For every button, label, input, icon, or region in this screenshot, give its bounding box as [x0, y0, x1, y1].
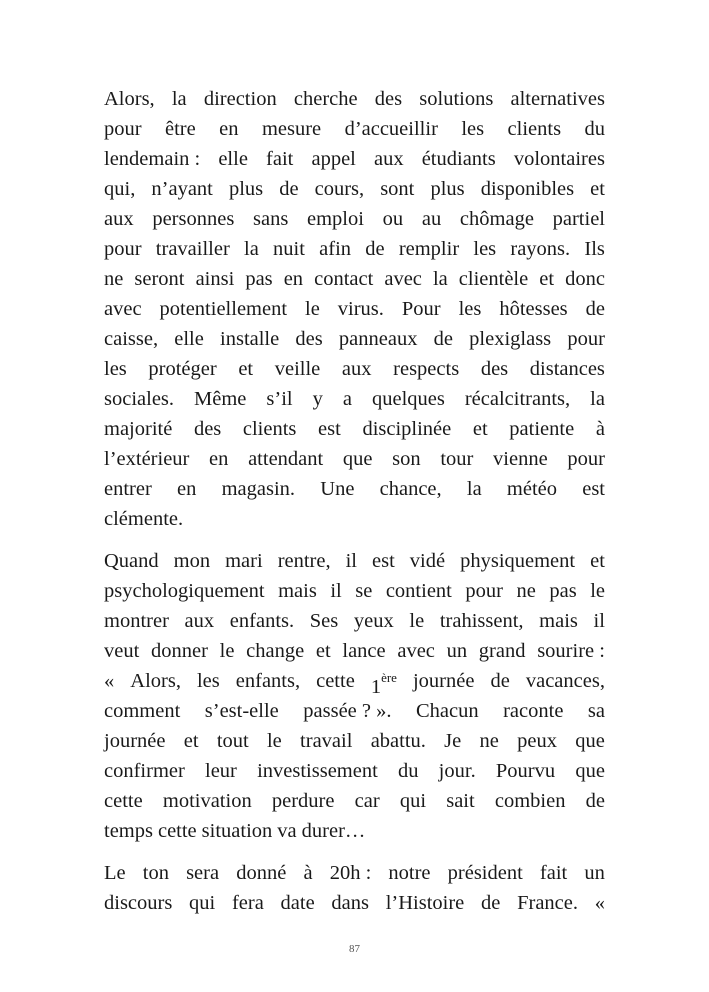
word: caisse,	[104, 328, 159, 350]
word: rentre,	[277, 550, 331, 572]
text-line	[104, 444, 605, 474]
word: veut	[104, 640, 140, 662]
word: distances	[529, 358, 605, 380]
word: temps	[104, 820, 153, 842]
word: fera	[231, 892, 264, 914]
word: cherche	[293, 88, 358, 110]
word: et	[590, 178, 605, 200]
word: lendemain :	[104, 148, 201, 170]
word: sera	[186, 862, 220, 884]
word: date	[280, 892, 315, 914]
word: a	[342, 388, 352, 410]
word: Alors,	[130, 670, 181, 692]
word: pour	[567, 328, 605, 350]
word: raconte	[503, 700, 564, 722]
word: et	[183, 730, 199, 752]
word: tout	[216, 730, 249, 752]
word: entrer	[104, 478, 152, 500]
word: emploi	[307, 208, 364, 230]
word: du	[584, 118, 605, 140]
word: pour	[104, 238, 142, 260]
word: les	[473, 238, 497, 260]
paragraph	[104, 546, 605, 846]
text-line	[104, 234, 605, 264]
text-line	[104, 636, 605, 666]
word: majorité	[104, 418, 173, 440]
word: physiquement	[460, 550, 576, 572]
word: tour	[440, 448, 474, 470]
word: mais	[539, 610, 578, 632]
word: en	[209, 448, 229, 470]
text-line	[104, 666, 605, 696]
text-line	[104, 174, 605, 204]
word: cette	[316, 670, 355, 692]
word: président	[447, 862, 523, 884]
word: solutions	[419, 88, 494, 110]
word: cette	[157, 820, 197, 842]
word: journée	[104, 730, 166, 752]
word: change	[246, 640, 305, 662]
word: et	[238, 358, 254, 380]
word: pour	[465, 580, 503, 602]
superscript: ère	[381, 670, 397, 685]
word: ne	[516, 580, 536, 602]
word: situation	[201, 820, 273, 842]
word: jour.	[438, 760, 476, 782]
word: la	[432, 268, 448, 290]
word: de	[481, 892, 501, 914]
word: elle	[218, 148, 248, 170]
word: les	[461, 118, 485, 140]
word: qui,	[104, 178, 136, 200]
word: avec	[397, 640, 435, 662]
word: clients	[242, 418, 297, 440]
word: perdure	[271, 790, 335, 812]
word: protéger	[148, 358, 217, 380]
word: ne	[104, 268, 124, 290]
page-number: 87	[349, 943, 360, 955]
text-line	[104, 786, 605, 816]
word: qui	[399, 790, 427, 812]
word: des	[480, 358, 509, 380]
word: clients	[507, 118, 562, 140]
word: installe	[220, 328, 280, 350]
word: des	[295, 328, 323, 350]
word: durer…	[301, 820, 366, 842]
word: plexiglass	[469, 328, 552, 350]
word: seront	[134, 268, 185, 290]
word: sourire :	[537, 640, 605, 662]
word: il	[593, 610, 605, 632]
word: enfants,	[235, 670, 301, 692]
word: mon	[173, 550, 211, 572]
word: clientèle	[458, 268, 529, 290]
word: car	[354, 790, 380, 812]
word: appel	[311, 148, 356, 170]
word: contact	[314, 268, 374, 290]
word: et	[472, 418, 488, 440]
word: le	[590, 580, 605, 602]
text-line	[104, 354, 605, 384]
word: passée ? ».	[303, 700, 392, 722]
word: aux	[373, 148, 404, 170]
word: est	[582, 478, 605, 500]
word: personnes	[152, 208, 235, 230]
text-line	[104, 546, 605, 576]
word: potentiellement	[159, 298, 288, 320]
word: pas	[549, 580, 577, 602]
word: direction	[203, 88, 277, 110]
word: fait	[266, 148, 294, 170]
word: notre	[388, 862, 431, 884]
word: l’extérieur	[104, 448, 190, 470]
word: travail	[300, 730, 353, 752]
word: les	[458, 298, 482, 320]
word: que	[575, 730, 605, 752]
word: l’Histoire	[385, 892, 465, 914]
word: fait	[539, 862, 568, 884]
document-body	[104, 84, 605, 930]
word: s’il	[266, 388, 293, 410]
text-line	[104, 726, 605, 756]
word: Quand	[104, 550, 159, 572]
word: sa	[587, 700, 605, 722]
word: du	[397, 760, 419, 782]
word: récalcitrants,	[464, 388, 571, 410]
word: motivation	[162, 790, 252, 812]
word: psychologiquement	[104, 580, 265, 602]
word: discours	[104, 892, 173, 914]
word: aux	[184, 610, 215, 632]
word: donné	[236, 862, 287, 884]
word: respects	[393, 358, 460, 380]
paragraph	[104, 858, 605, 918]
text-line	[104, 504, 605, 534]
word: Même	[194, 388, 247, 410]
word: Pourvu	[495, 760, 556, 782]
word: des	[193, 418, 222, 440]
word: clémente.	[104, 508, 184, 530]
word: confirmer	[104, 760, 185, 782]
word: donc	[565, 268, 605, 290]
word: yeux	[353, 610, 394, 632]
word: combien	[494, 790, 566, 812]
word: enfants.	[229, 610, 295, 632]
word: en	[283, 268, 304, 290]
word: abattu.	[370, 730, 426, 752]
text-line	[104, 474, 605, 504]
word: le	[409, 610, 425, 632]
word: à	[595, 418, 605, 440]
text-line	[104, 756, 605, 786]
text-line	[104, 816, 605, 846]
word: leur	[205, 760, 237, 782]
word: «	[104, 670, 115, 692]
word: s’est-elle	[204, 700, 279, 722]
word: de	[490, 670, 510, 692]
text-line	[104, 606, 605, 636]
word: ou	[382, 208, 404, 230]
word: volontaires	[513, 148, 605, 170]
word: Une	[320, 478, 355, 500]
word: la	[171, 88, 187, 110]
word: magasin.	[221, 478, 296, 500]
word: mesure	[261, 118, 322, 140]
word: afin	[319, 238, 352, 260]
word: investissement	[257, 760, 378, 782]
text-line	[104, 384, 605, 414]
text-line	[104, 576, 605, 606]
word: au	[421, 208, 442, 230]
word: disponibles	[480, 178, 575, 200]
word: n’ayant	[151, 178, 213, 200]
word: ainsi	[195, 268, 235, 290]
text-line	[104, 294, 605, 324]
word: hôtesses	[499, 298, 568, 320]
word: sait	[446, 790, 475, 812]
word: Le	[104, 862, 126, 884]
word: ton	[142, 862, 169, 884]
word: contient	[385, 580, 452, 602]
word: 1ère	[370, 670, 397, 698]
word: cours,	[314, 178, 365, 200]
word: peux	[517, 730, 557, 752]
word: se	[355, 580, 373, 602]
word: qui	[189, 892, 216, 914]
word: France.	[517, 892, 578, 914]
word: pour	[104, 118, 142, 140]
word: un	[446, 640, 468, 662]
word: sans	[253, 208, 289, 230]
word: les	[196, 670, 220, 692]
word: mari	[225, 550, 263, 572]
word: Pour	[401, 298, 441, 320]
word: chômage	[459, 208, 534, 230]
word: grand	[478, 640, 526, 662]
word: que	[342, 448, 373, 470]
word: un	[584, 862, 605, 884]
text-line	[104, 696, 605, 726]
word: la	[466, 478, 482, 500]
word: comment	[104, 700, 181, 722]
word: 20h :	[329, 862, 372, 884]
word: avec	[104, 298, 142, 320]
word: être	[165, 118, 196, 140]
word: panneaux	[338, 328, 418, 350]
word: donner	[151, 640, 208, 662]
word: de	[433, 328, 453, 350]
word: et	[590, 550, 605, 572]
word: cette	[104, 790, 143, 812]
word: son	[392, 448, 421, 470]
word: va	[277, 820, 297, 842]
word: en	[177, 478, 197, 500]
word: des	[374, 88, 403, 110]
word: sont	[380, 178, 415, 200]
word: y	[312, 388, 323, 410]
text-line	[104, 204, 605, 234]
word: aux	[341, 358, 372, 380]
word: de	[279, 178, 299, 200]
word: veille	[274, 358, 321, 380]
word: aux	[104, 208, 134, 230]
word: chance,	[379, 478, 442, 500]
word: partiel	[552, 208, 605, 230]
word: la	[244, 238, 259, 260]
word: elle	[174, 328, 204, 350]
word: journée	[412, 670, 475, 692]
word: étudiants	[421, 148, 496, 170]
word: sociales.	[104, 388, 175, 410]
text-line	[104, 264, 605, 294]
word: travailler	[155, 238, 230, 260]
word: dans	[331, 892, 369, 914]
word: disciplinée	[362, 418, 452, 440]
word: d’accueillir	[344, 118, 438, 140]
word: pas	[245, 268, 273, 290]
text-line	[104, 144, 605, 174]
word: le	[305, 298, 320, 320]
text-line	[104, 84, 605, 114]
word: patiente	[509, 418, 575, 440]
word: «	[594, 892, 605, 914]
word: il	[330, 580, 342, 602]
word: que	[575, 760, 605, 782]
word: et	[315, 640, 331, 662]
word: météo	[506, 478, 557, 500]
word: les	[104, 358, 127, 380]
text-line	[104, 114, 605, 144]
word: plus	[228, 178, 264, 200]
word: de	[585, 298, 605, 320]
text-line	[104, 324, 605, 354]
word: vacances,	[525, 670, 605, 692]
word: il	[345, 550, 358, 572]
word: Ses	[309, 610, 339, 632]
word: virus.	[337, 298, 384, 320]
word: Ils	[584, 238, 605, 260]
word: montrer	[104, 610, 169, 632]
word: est	[372, 550, 395, 572]
word: avec	[384, 268, 422, 290]
text-line	[104, 888, 605, 918]
word: nuit	[273, 238, 305, 260]
word: remplir	[398, 238, 460, 260]
word: ne	[479, 730, 499, 752]
word: Alors,	[104, 88, 155, 110]
word: et	[539, 268, 555, 290]
word: trahissent,	[439, 610, 524, 632]
word: Je	[444, 730, 462, 752]
word: alternatives	[510, 88, 605, 110]
text-line	[104, 414, 605, 444]
text-line	[104, 858, 605, 888]
word: lance	[342, 640, 386, 662]
word: de	[585, 790, 605, 812]
word: le	[219, 640, 235, 662]
word: vienne	[493, 448, 548, 470]
word: en	[219, 118, 239, 140]
word: quelques	[371, 388, 445, 410]
word: Chacun	[415, 700, 479, 722]
word: vidé	[409, 550, 446, 572]
word: la	[590, 388, 605, 410]
word: est	[318, 418, 341, 440]
paragraph	[104, 84, 605, 534]
word: rayons.	[510, 238, 571, 260]
word: mais	[278, 580, 317, 602]
word: le	[266, 730, 282, 752]
word: pour	[567, 448, 605, 470]
word: à	[303, 862, 313, 884]
word: de	[365, 238, 385, 260]
word: plus	[430, 178, 465, 200]
word: attendant	[248, 448, 324, 470]
